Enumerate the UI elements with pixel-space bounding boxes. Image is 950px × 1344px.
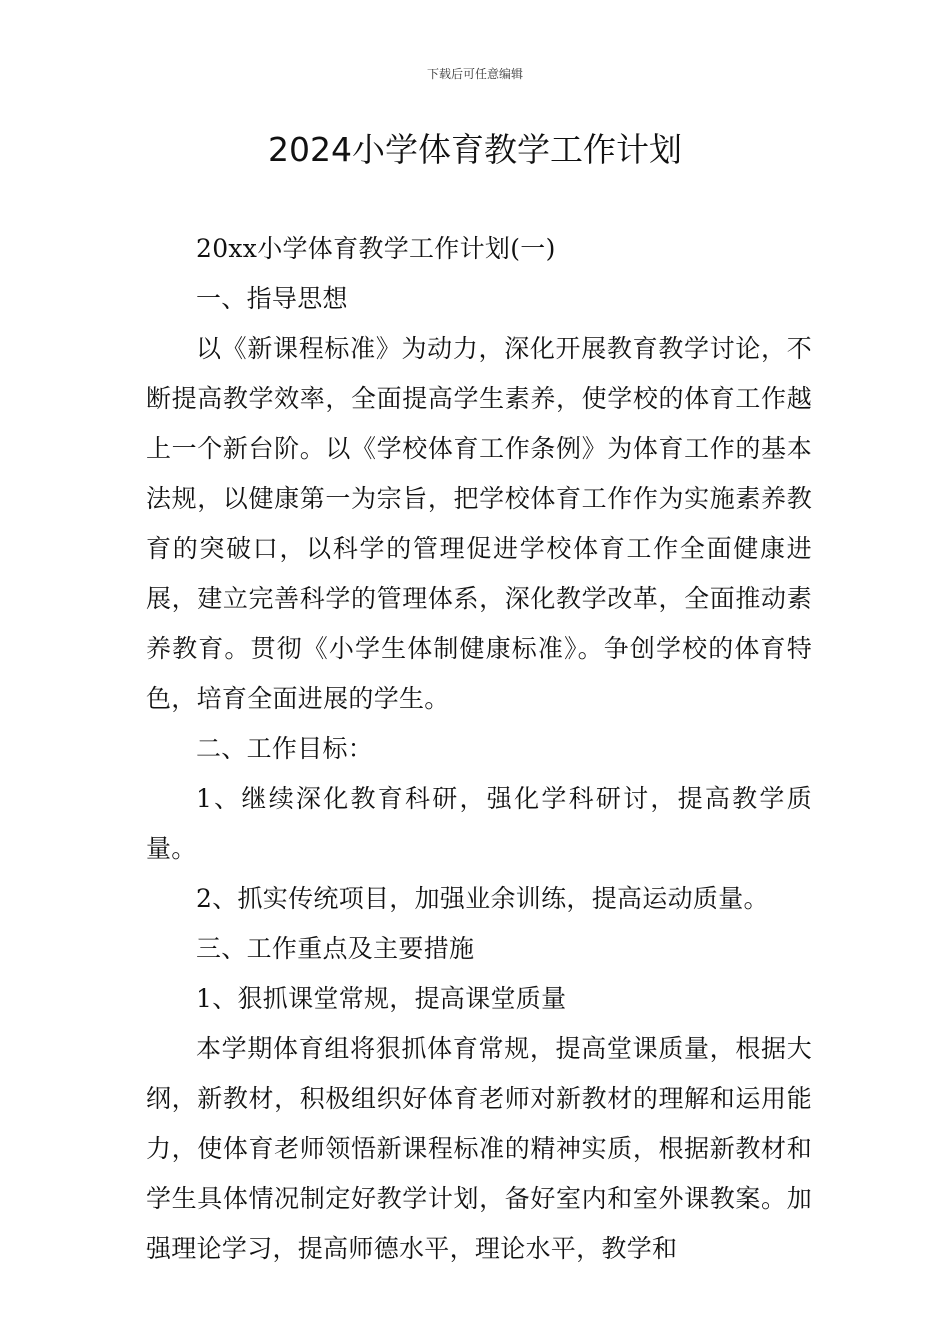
goal-item-1: 1、继续深化教育科研，强化学科研讨，提高教学质量。 — [146, 784, 812, 863]
paragraph-guiding-thought: 以《新课程标准》为动力，深化开展教育教学讨论，不断提高教学效率，全面提高学生素养，使学校的体育工作越上一个新台阶。以《学校体育工作条例》为体育工作的基本法规，以健康第一为宗旨，把学校体育工作作为实施素养教育的突破口，以科学的管理促进学校体育工作全面健康进展，建立完善科学的管理体系，深化教学改革，全面推动素养教育。贯彻《小学生体制健康标准》。争创学校的体育特色，培育全面进展的学生。 — [146, 334, 812, 713]
document-body — [146, 224, 812, 1274]
goal-item-2: 2、抓实传统项目，加强业余训练，提高运动质量。 — [196, 884, 769, 913]
paragraph-classroom-routine: 本学期体育组将狠抓体育常规，提高堂课质量，根据大纲，新教材，积极组织好体育老师对新教材的理解和运用能力，使体育老师领悟新课程标准的精神实质，根据新教材和学生具体情况制定好教学计划，备好室内和室外课教案。加强理论学习，提高师德水平，理论水平，教学和 — [146, 1034, 812, 1263]
document-title: 2024小学体育教学工作计划 — [268, 130, 682, 169]
page-header-note: 下载后可任意编辑 — [426, 67, 523, 81]
section-subtitle: 20xx小学体育教学工作计划(一) — [196, 234, 556, 263]
heading-guiding-thought: 一、指导思想 — [196, 284, 348, 313]
heading-key-measures: 三、工作重点及主要措施 — [196, 934, 475, 963]
heading-work-goals: 二、工作目标： — [196, 734, 374, 763]
measure-item-1: 1、狠抓课堂常规，提高课堂质量 — [196, 984, 567, 1013]
